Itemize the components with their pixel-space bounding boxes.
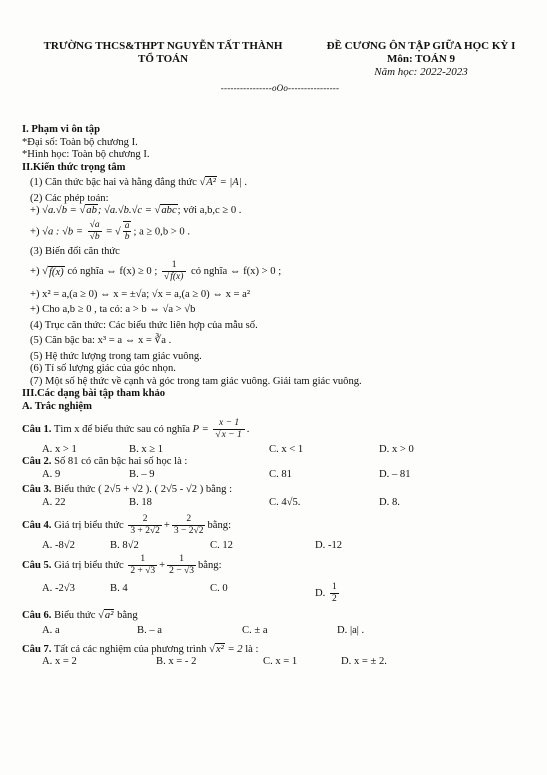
point-5: (5) Căn bậc ba: x³ = a ⇔ x = ∛a . xyxy=(30,335,172,347)
option-b: B. 8√2 xyxy=(110,539,139,551)
option-c: C. x = 1 xyxy=(263,656,298,668)
section2-heading: II.Kiến thức trọng tâm xyxy=(22,161,126,173)
option-b: B. x = - 2 xyxy=(156,656,197,668)
subject: Môn: TOÁN 9 xyxy=(386,52,456,65)
point-4: (4) Trục căn thức: Các biểu thức liên hợp của mẫu số. xyxy=(30,319,258,331)
option-c: C. x < 1 xyxy=(269,443,304,455)
point-1: (1) Căn thức bậc hai và hằng đẳng thức √A² = |A| . xyxy=(30,177,247,188)
option-a: A. x = 2 xyxy=(42,656,77,668)
question-1: Câu 1. Tìm x để biểu thức sau có nghĩa P = $\frac{x - 1}{√x - 1}$ . xyxy=(22,418,250,441)
question-4: Câu 4. Giá trị biểu thức $\frac{2}{3 + 2√2}$ + $\frac{2}{3 - 2√2}$ bằng: xyxy=(22,514,232,537)
option-d: D. -12 xyxy=(315,539,343,551)
option-b: B. x ≥ 1 xyxy=(129,443,164,455)
question-4-options xyxy=(22,540,527,553)
option-d: D. – 81 xyxy=(379,468,411,480)
point-3: (3) Biến đổi căn thức xyxy=(30,245,120,257)
point-7: (6) Tỉ số lượng giác của góc nhọn. xyxy=(30,363,176,375)
question-6-options xyxy=(22,625,527,638)
header-left xyxy=(28,40,298,66)
point-6: (5) Hệ thức lượng trong tam giác vuông. xyxy=(30,350,202,362)
header-right xyxy=(306,40,536,79)
option-d: D. x > 0 xyxy=(379,443,414,455)
department: TỔ TOÁN xyxy=(137,52,189,65)
question-5: Câu 5. Giá trị biểu thức $\frac{1}{2 + √3}$ + $\frac{1}{2 - √3}$ bằng: xyxy=(22,554,222,577)
question-6: Câu 6. Biểu thức √a² bằng xyxy=(22,609,138,621)
section3-subheading: A. Trắc nghiệm xyxy=(22,400,92,412)
point-3a: +) √f(x) có nghĩa ⇔ f(x) ≥ 0 ; $\frac{1}{√f(x)}$ có nghĩa ⇔ f(x) > 0 ; xyxy=(30,260,282,283)
option-d: D. $\frac{1}{2}$ xyxy=(315,581,337,604)
question-3: Câu 3. Biểu thức ( 2√5 + √2 ). ( 2√5 - √2 ) bằng : xyxy=(22,484,233,496)
option-a: A. 9 xyxy=(42,468,61,480)
option-b: B. – a xyxy=(137,625,163,637)
option-c: C. 0 xyxy=(210,582,228,594)
question-5-options xyxy=(22,583,527,604)
separator: ----------------oOo---------------- xyxy=(220,83,340,93)
question-2-options xyxy=(22,469,527,482)
option-a: A. -8√2 xyxy=(42,539,75,551)
doc-title: ĐỀ CƯƠNG ÔN TẬP GIỮA HỌC KỲ I xyxy=(326,40,516,52)
option-d: D. x = ± 2. xyxy=(341,656,387,668)
option-a: A. 22 xyxy=(42,496,66,508)
school-name: TRƯỜNG THCS&THPT NGUYỄN TẤT THÀNH xyxy=(43,40,283,52)
option-c: C. 81 xyxy=(269,468,292,480)
question-1-options xyxy=(22,444,527,457)
section1-item: *Hình học: Toàn bộ chương I. xyxy=(22,149,150,160)
option-d: D. |a| . xyxy=(337,625,365,637)
option-b: B. – 9 xyxy=(129,468,155,480)
point-2b: +) √a : √b = $\frac{√a}{√b}$ = √ $\frac{a}{b}$ ; a ≥ 0,b > 0 . xyxy=(30,220,190,243)
option-a: A. a xyxy=(42,625,60,637)
option-a: A. x > 1 xyxy=(42,443,77,455)
point-2a: +) √a.√b = √ab; √a.√b.√c = √abc; với a,b,c ≥ 0 . xyxy=(30,205,242,216)
section1-item: *Đại số: Toàn bộ chương I. xyxy=(22,136,138,148)
option-b: B. 4 xyxy=(110,582,128,594)
school-year: Năm học: 2022-2023 xyxy=(374,65,468,78)
option-a: A. -2√3 xyxy=(42,582,75,594)
option-d: D. 8. xyxy=(379,496,400,508)
point-3c: +) Cho a,b ≥ 0 , ta có: a > b ⇔ √a > √b xyxy=(30,304,196,316)
section1-heading: I. Phạm vi ôn tập xyxy=(22,124,100,135)
question-3-options xyxy=(22,497,527,510)
point-8: (7) Một số hệ thức về cạnh và góc trong tam giác vuông. Giải tam giác vuông. xyxy=(30,375,362,387)
section3-heading: III.Các dạng bài tập tham khảo xyxy=(22,388,166,400)
option-c: C. ± a xyxy=(242,625,268,637)
content xyxy=(22,124,527,669)
point-3b: +) x² = a,(a ≥ 0) ⇔ x = ±√a; √x = a,(a ≥ 0) ⇔ x = a² xyxy=(30,288,251,300)
option-c: C. 12 xyxy=(210,539,233,551)
option-b: B. 18 xyxy=(129,496,152,508)
question-2: Câu 2. Số 81 có căn bậc hai số học là : xyxy=(22,456,188,468)
question-7-options xyxy=(22,656,527,669)
option-c: C. 4√5. xyxy=(269,496,301,508)
question-7: Câu 7. Tất cả các nghiệm của phương trình √x² = 2 là : xyxy=(22,643,259,655)
point-2: (2) Các phép toán: xyxy=(30,192,109,204)
